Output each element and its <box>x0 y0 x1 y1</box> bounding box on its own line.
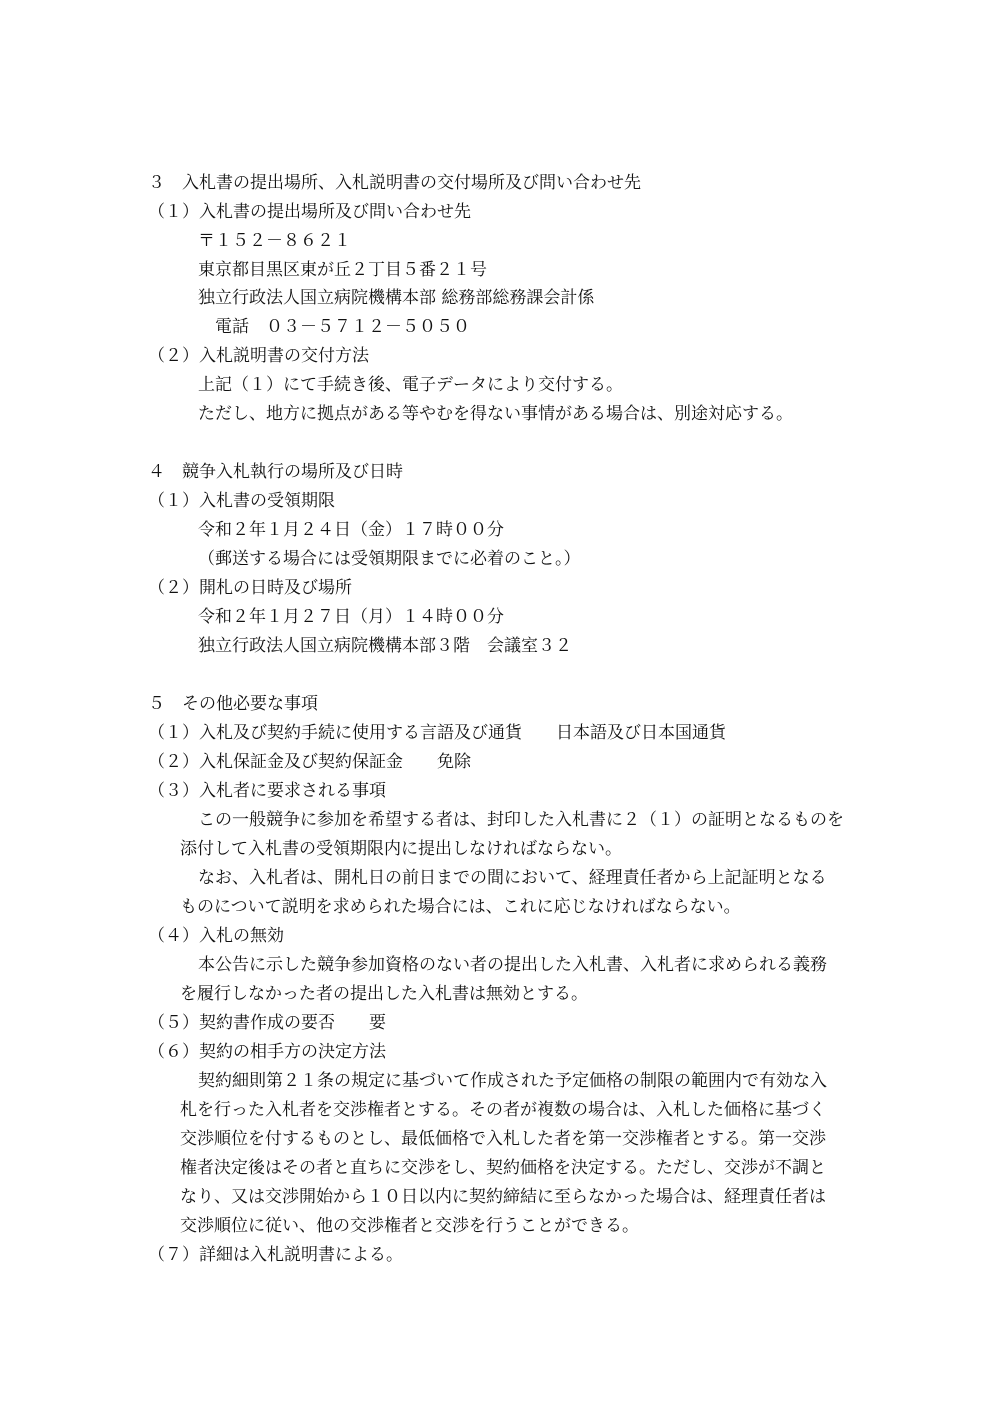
opening-datetime: 令和２年１月２７日（月）１４時００分 <box>198 607 504 627</box>
bid-deadline: 令和２年１月２４日（金）１７時００分 <box>198 520 504 540</box>
section-3-item-2-label: （２）入札説明書の交付方法 <box>148 346 369 366</box>
section-5-item-3-line-4: ものについて説明を求められた場合には、これに応じなければならない。 <box>180 897 741 917</box>
section-3-item-2-line-2: ただし、地方に拠点がある等やむを得ない事情がある場合は、別途対応する。 <box>198 404 793 424</box>
mail-note: （郵送する場合には受領期限までに必着のこと。） <box>198 549 581 569</box>
office-name: 独立行政法人国立病院機構本部 総務部総務課会計係 <box>198 288 595 308</box>
section-5-item-4-line-2: を履行しなかった者の提出した入札書は無効とする。 <box>180 984 588 1004</box>
section-5-item-1: （１）入札及び契約手続に使用する言語及び通貨 日本語及び日本国通貨 <box>148 723 726 743</box>
section-5-item-6-line-1: 契約細則第２１条の規定に基づいて作成された予定価格の制限の範囲内で有効な入 <box>198 1071 827 1091</box>
section-5-item-3-line-3: なお、入札者は、開札日の前日までの間において、経理責任者から上記証明となる <box>198 868 827 888</box>
section-5-item-6-line-3: 交渉順位を付するものとし、最低価格で入札した者を第一交渉権者とする。第一交渉 <box>180 1129 826 1149</box>
section-5-item-6-line-4: 権者決定後はその者と直ちに交渉をし、契約価格を決定する。ただし、交渉が不調と <box>180 1158 826 1178</box>
section-3-item-1-label: （１）入札書の提出場所及び問い合わせ先 <box>148 202 471 222</box>
section-5-item-7: （７）詳細は入札説明書による。 <box>148 1245 403 1265</box>
section-3-heading: ３ 入札書の提出場所、入札説明書の交付場所及び問い合わせ先 <box>148 173 641 193</box>
section-5-item-6-line-6: 交渉順位に従い、他の交渉権者と交渉を行うことができる。 <box>180 1216 639 1236</box>
section-3-item-2-line-1: 上記（１）にて手続き後、電子データにより交付する。 <box>198 375 623 395</box>
section-5-item-6-label: （６）契約の相手方の決定方法 <box>148 1042 386 1062</box>
section-5-heading: ５ その他必要な事項 <box>148 694 318 714</box>
section-4-heading: ４ 競争入札執行の場所及び日時 <box>148 462 403 482</box>
section-5-item-3-line-1: この一般競争に参加を希望する者は、封印した入札書に２（１）の証明となるものを <box>198 810 844 830</box>
phone-number: 電話 ０３－５７１２－５０５０ <box>215 317 470 337</box>
section-4-item-2-label: （２）開札の日時及び場所 <box>148 578 352 598</box>
section-5-item-4-label: （４）入札の無効 <box>148 926 284 946</box>
section-5-item-3-label: （３）入札者に要求される事項 <box>148 781 386 801</box>
section-5-item-6-line-2: 札を行った入札者を交渉権者とする。その者が複数の場合は、入札した価格に基づく <box>180 1100 826 1120</box>
section-5-item-6-line-5: なり、又は交渉開始から１０日以内に契約締結に至らなかった場合は、経理責任者は <box>180 1187 826 1207</box>
section-5-item-2: （２）入札保証金及び契約保証金 免除 <box>148 752 471 772</box>
section-5-item-3-line-2: 添付して入札書の受領期限内に提出しなければならない。 <box>180 839 622 859</box>
section-4-item-1-label: （１）入札書の受領期限 <box>148 491 335 511</box>
postal-code: 〒１５２－８６２１ <box>198 231 351 251</box>
section-5-item-5: （５）契約書作成の要否 要 <box>148 1013 386 1033</box>
section-5-item-4-line-1: 本公告に示した競争参加資格のない者の提出した入札書、入札者に求められる義務 <box>198 955 827 975</box>
opening-place: 独立行政法人国立病院機構本部３階 会議室３２ <box>198 636 572 656</box>
address: 東京都目黒区東が丘２丁目５番２１号 <box>198 260 487 280</box>
